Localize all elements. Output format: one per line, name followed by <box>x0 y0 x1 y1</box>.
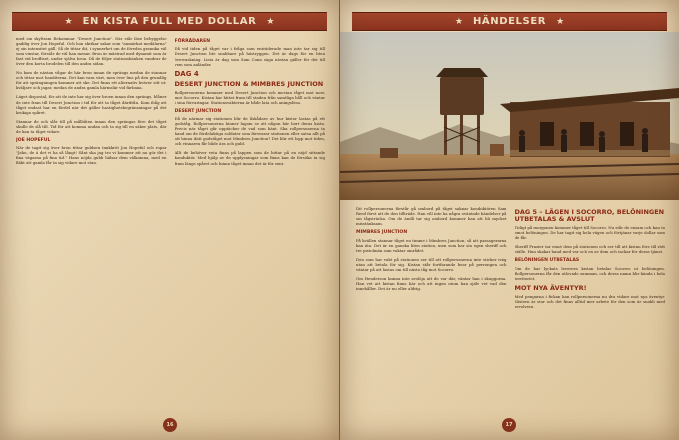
paragraph: Tidigt på morgonen kommer tåget till Socorro. Nu står de ensam och kan ta emot belöningen. De har tagit sig hela vägen och förtjänar varje dollar som de får. <box>514 225 665 241</box>
paragraph: Om Henderson kunna inte avslöja att de var där, väntar han i skuggorna. Han vet att kistan finns här och att ingen utom han själv vet vad den innehåller. Det är nu eller aldrig. <box>356 275 507 291</box>
paragraph: Stannar de och slår till på målbåten innan den sprängas före det tåget skulle de slå till. Tid för att komma undan och ta sig till en säker plats, där de kan ta tåget vidare. <box>16 118 167 134</box>
crate <box>490 144 504 156</box>
paragraph: Om de har lyckats leverera kistan betalar Socorro ut belöningen. Rollpersonerna får den utlovade summan, och deras namn blir kända i hela territoriet. <box>514 265 665 281</box>
section-heading-dag4-sub: DESERT JUNCTION & MIMBRES JUNCTION <box>174 79 324 88</box>
right-page <box>340 0 679 440</box>
left-page-header <box>12 12 327 31</box>
page-number-right: 17 <box>502 418 516 432</box>
right-columns <box>356 206 665 418</box>
paragraph: På kvällen stannar tåget en timme i Mimbres Junction, så att passagerarna kan äta. Det är en ganska liten station, men som har sin egen sheriff och tre pistolmän som vaktar området. <box>356 237 507 253</box>
right-column-2 <box>515 206 666 418</box>
left-column-1 <box>16 36 167 418</box>
section-heading-dag5: DAG 5 – LÄGEN I SOCORRO, BELÖNINGEN UTBETALAS & AVSLUT <box>514 208 665 223</box>
left-column-2 <box>175 36 326 418</box>
section-heading-joe: JOE HOPEFUL <box>16 137 51 143</box>
section-heading-nya-aventyr: MOT NYA ÄVENTYR! <box>514 283 587 292</box>
paragraph: Rollpersonerna kommer med Desert Junction och mestan tåget mot norr, mot Socorro. Kistan har hittat fram till staden från samtliga håll och väntar i sina förvaringar. Stationsvakterna är både lata och aningslösa. <box>174 89 325 105</box>
page-number-left: 16 <box>163 418 177 432</box>
star-icon: ★ <box>64 16 73 27</box>
right-header-title: HÄNDELSER <box>472 16 547 27</box>
paragraph: Allt de behöver veta finns på lappen som de hittar på en nöjd sittande konduktör. Med hjälp av de upplysningar som finns kan de försöka ta sig fram längs spåret och hinna tåget innan det är för sent. <box>174 150 325 166</box>
section-heading-mimbres: MIMBRES JUNCTION <box>356 230 408 236</box>
paragraph: Sheriff Frazier tar emot dem på stationen och ser till att kistan förs till rätt ställe. Han skakar hand med var och en av dem och tackar för deras tjänst. <box>514 244 665 255</box>
star-icon: ★ <box>454 16 463 27</box>
section-heading-dag4: DAG 4 <box>174 69 199 78</box>
paragraph: Den som har vakt på stationen ser till att rollpersonerna inte sticker iväg utan att betala för sig. Kistan står fortfarande kvar på perrongen och väntar på att lastas om till nästa tåg mot Socorro. <box>356 256 507 272</box>
left-columns <box>16 36 325 418</box>
paragraph: Då vid tiden på tåget var i fråga som enträderade man inte tar sig till Desert Junction lite snabbare på hästryggen. Det är dags för en liten överraskning. Lista är dag som Sam Conn säga nästan gäller för det till vem som anländer. <box>174 46 325 67</box>
paragraph: Nu kom de nästan vågar de här bron innan de sprängs medan de stannar och tittar mot banditerna. Det kan vara värt, men över lins på den grundlig för att sprängningen kommer att ske. Det finns ett alternativ kväver sitt ut: kväljare och jagar, medan de andra gamla härmslär vid färbana. <box>16 70 167 91</box>
section-heading-beloningen: BELÖNINGEN UTBETALAS <box>514 258 580 264</box>
paragraph: med sin skyltram Rekommar "Desert Junction". Där står ihse bebyggelse gaddig över Jon Hopeful. Och hon skrikar sakar som "anmärkat medälarna" ej sin intensitet gäll. Så de tittar dit, i synnerhet om de föredra grannka väl som vinstar, förstår de väl han menar. Bron är mästrad med dynamit som är fast vid broffiset, under själva bron. Då de följer stationsbänken vandrar de över den korta brodelen till den andra sidan. <box>16 36 167 67</box>
paragraph: När de tagit sig över bron tittar guldsen tankkröt Jon Hopeful och ropar "Jahu, de ä det vi ha så långt! Sånt ska jag tro vi kommer att nu gör det i fina vägarna på fina tid." Hans nöjda gubb hälsar dem välkomna, med en fläkt att gamla får ta sig vidare mot stan. <box>16 145 167 166</box>
right-page-header <box>352 12 667 31</box>
star-icon: ★ <box>556 16 565 27</box>
paragraph: Då de närmar sig stationen blir de åskådare av hur kistor lastas på ett godståg. Rollpersonerna hinner lagom se att någon bär bort deras kista. Precis när tåget går upptäcker de vad som hänt. Ska rollpersonerna ta hand om de fördelaktiga soldater som försvarar stationen eller satsa allt på att hinna ifatt godståget mot Mimbres Junction? Det blir ett lopp mot tiden, och vinnaren får både ära och guld. <box>174 116 325 147</box>
section-heading-forradaren: FÖRRÄDAREN <box>174 39 211 44</box>
paragraph: Med pengarna i fickan kan rollpersonerna nu dra vidare mot nya äventyr. Västern är stor och det finns alltid mer arbete för den som är snabb med revolvern. <box>514 293 665 309</box>
section-heading-desert-junction: DESERT JUNCTION <box>174 108 222 114</box>
right-column-1 <box>356 206 507 418</box>
western-illustration <box>340 32 679 200</box>
illustration-svg <box>340 32 679 200</box>
paragraph: Dit rollpersonerna förstår gå ombord på tåget saknar konduktören Sam Reed först att de den tillträde. Han vill inte ha några oväntade händelser på sin tågsträcka. Om de ändå tar sig ombord kommer han att bli mycket misstänksam. <box>356 206 507 227</box>
star-icon: ★ <box>266 16 275 27</box>
left-header-title: EN KISTA FULL MED DOLLAR <box>82 16 257 27</box>
crate <box>380 148 398 158</box>
paragraph: Läget dispostal, för att de inte har sig över broen innan den sprängs, blåner de inte fram till Desert Junction i tid för att ta tåget därifrån. Kom ihåg att tåget endast har en fördel när det gäller hastighetsbegränsningar på det krokiga spåret. <box>16 94 167 115</box>
